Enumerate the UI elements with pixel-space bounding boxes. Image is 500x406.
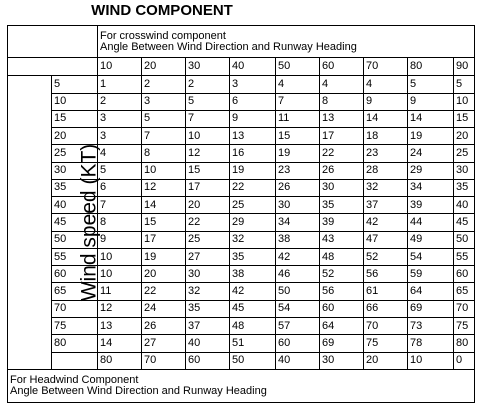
component-value-cell: 25 xyxy=(186,231,230,248)
component-value-cell: 15 xyxy=(454,110,475,127)
component-value-cell: 19 xyxy=(276,145,320,162)
bottom-angle-corner xyxy=(52,352,98,370)
component-value-cell: 7 xyxy=(186,110,230,127)
component-value-cell: 30 xyxy=(276,197,320,214)
component-value-cell: 4 xyxy=(98,145,142,162)
component-value-cell: 5 xyxy=(142,110,186,127)
component-value-cell: 69 xyxy=(408,300,454,317)
component-value-cell: 54 xyxy=(276,300,320,317)
top-angle-cell: 40 xyxy=(230,58,276,76)
component-value-cell: 51 xyxy=(230,335,276,352)
wind-speed-cell: 70 xyxy=(52,300,98,317)
component-value-cell: 13 xyxy=(320,110,364,127)
component-value-cell: 17 xyxy=(186,179,230,196)
table-row xyxy=(8,128,475,145)
component-value-cell: 23 xyxy=(276,162,320,179)
wind-speed-cell: 15 xyxy=(52,110,98,127)
component-value-cell: 70 xyxy=(364,317,408,334)
component-value-cell: 23 xyxy=(364,145,408,162)
component-value-cell: 2 xyxy=(98,93,142,110)
component-value-cell: 6 xyxy=(98,179,142,196)
bottom-angle-cell: 60 xyxy=(186,352,230,370)
headwind-footer xyxy=(8,370,475,403)
component-value-cell: 26 xyxy=(276,179,320,196)
component-value-cell: 35 xyxy=(454,179,475,196)
wind-speed-cell: 55 xyxy=(52,248,98,265)
bottom-angle-cell: 40 xyxy=(276,352,320,370)
component-value-cell: 50 xyxy=(454,231,475,248)
component-value-cell: 4 xyxy=(320,76,364,93)
component-value-cell: 8 xyxy=(320,93,364,110)
wind-speed-cell: 40 xyxy=(52,197,98,214)
component-value-cell: 75 xyxy=(454,317,475,334)
wind-component-table xyxy=(7,25,475,403)
component-value-cell: 64 xyxy=(408,283,454,300)
component-value-cell: 4 xyxy=(276,76,320,93)
crosswind-header-row xyxy=(8,26,475,58)
component-value-cell: 80 xyxy=(454,335,475,352)
component-value-cell: 16 xyxy=(230,145,276,162)
component-value-cell: 3 xyxy=(98,110,142,127)
component-value-cell: 65 xyxy=(454,283,475,300)
component-value-cell: 30 xyxy=(454,162,475,179)
component-value-cell: 60 xyxy=(320,300,364,317)
component-value-cell: 12 xyxy=(186,145,230,162)
component-value-cell: 13 xyxy=(230,128,276,145)
component-value-cell: 20 xyxy=(142,266,186,283)
table-row xyxy=(8,76,475,93)
component-value-cell: 3 xyxy=(230,76,276,93)
top-angle-cell: 60 xyxy=(320,58,364,76)
component-value-cell: 19 xyxy=(230,162,276,179)
component-value-cell: 32 xyxy=(230,231,276,248)
component-value-cell: 42 xyxy=(364,214,408,231)
component-value-cell: 35 xyxy=(186,300,230,317)
top-angle-cell: 80 xyxy=(408,58,454,76)
component-value-cell: 17 xyxy=(142,231,186,248)
wind-speed-cell: 5 xyxy=(52,76,98,93)
wind-speed-cell: 45 xyxy=(52,214,98,231)
component-value-cell: 34 xyxy=(276,214,320,231)
component-value-cell: 35 xyxy=(320,197,364,214)
component-value-cell: 9 xyxy=(98,231,142,248)
headwind-footer-line1: For Headwind Component xyxy=(10,374,139,387)
component-value-cell: 14 xyxy=(408,110,454,127)
component-value-cell: 60 xyxy=(454,266,475,283)
component-value-cell: 45 xyxy=(230,300,276,317)
component-value-cell: 43 xyxy=(320,231,364,248)
component-value-cell: 15 xyxy=(186,162,230,179)
table-row xyxy=(8,335,475,352)
component-value-cell: 22 xyxy=(320,145,364,162)
component-value-cell: 25 xyxy=(230,197,276,214)
component-value-cell: 27 xyxy=(142,335,186,352)
component-value-cell: 6 xyxy=(230,93,276,110)
component-value-cell: 26 xyxy=(142,317,186,334)
component-value-cell: 35 xyxy=(230,248,276,265)
component-value-cell: 26 xyxy=(320,162,364,179)
component-value-cell: 22 xyxy=(230,179,276,196)
bottom-angle-cell: 20 xyxy=(364,352,408,370)
wind-speed-cell: 25 xyxy=(52,145,98,162)
component-value-cell: 54 xyxy=(408,248,454,265)
component-value-cell: 64 xyxy=(320,317,364,334)
bottom-angle-cell: 50 xyxy=(230,352,276,370)
top-angle-cell: 20 xyxy=(142,58,186,76)
component-value-cell: 10 xyxy=(186,128,230,145)
component-value-cell: 29 xyxy=(408,162,454,179)
component-value-cell: 55 xyxy=(454,248,475,265)
component-value-cell: 3 xyxy=(98,128,142,145)
crosswind-header-line2: Angle Between Wind Direction and Runway Heading xyxy=(100,40,357,53)
component-value-cell: 32 xyxy=(186,283,230,300)
component-value-cell: 59 xyxy=(408,266,454,283)
component-value-cell: 45 xyxy=(454,214,475,231)
component-value-cell: 73 xyxy=(408,317,454,334)
component-value-cell: 34 xyxy=(408,179,454,196)
component-value-cell: 22 xyxy=(142,283,186,300)
component-value-cell: 7 xyxy=(142,128,186,145)
wind-speed-cell: 10 xyxy=(52,93,98,110)
component-value-cell: 7 xyxy=(98,197,142,214)
component-value-cell: 27 xyxy=(186,248,230,265)
component-value-cell: 9 xyxy=(230,110,276,127)
table-row xyxy=(8,110,475,127)
component-value-cell: 10 xyxy=(454,93,475,110)
component-value-cell: 69 xyxy=(320,335,364,352)
table-row xyxy=(8,93,475,110)
bottom-angle-row xyxy=(8,352,475,370)
component-value-cell: 20 xyxy=(186,197,230,214)
top-angle-row xyxy=(8,58,475,76)
bottom-angle-cell: 30 xyxy=(320,352,364,370)
top-angle-cell: 30 xyxy=(186,58,230,76)
component-value-cell: 8 xyxy=(98,214,142,231)
bottom-angle-cell: 70 xyxy=(142,352,186,370)
component-value-cell: 2 xyxy=(186,76,230,93)
component-value-cell: 24 xyxy=(142,300,186,317)
component-value-cell: 61 xyxy=(364,283,408,300)
corner-cell xyxy=(8,26,98,58)
component-value-cell: 46 xyxy=(276,266,320,283)
wind-speed-cell: 60 xyxy=(52,266,98,283)
component-value-cell: 37 xyxy=(364,197,408,214)
component-value-cell: 56 xyxy=(320,283,364,300)
component-value-cell: 17 xyxy=(320,128,364,145)
component-value-cell: 19 xyxy=(408,128,454,145)
component-value-cell: 15 xyxy=(142,214,186,231)
component-value-cell: 14 xyxy=(98,335,142,352)
crosswind-header xyxy=(98,26,475,58)
component-value-cell: 11 xyxy=(98,283,142,300)
crosswind-header-line1: For crosswind component xyxy=(100,29,226,42)
component-value-cell: 5 xyxy=(186,93,230,110)
component-value-cell: 37 xyxy=(186,317,230,334)
component-value-cell: 5 xyxy=(408,76,454,93)
top-angle-cell: 10 xyxy=(98,58,142,76)
component-value-cell: 14 xyxy=(364,110,408,127)
bottom-angle-cell: 80 xyxy=(98,352,142,370)
component-value-cell: 60 xyxy=(276,335,320,352)
component-value-cell: 9 xyxy=(408,93,454,110)
wind-speed-cell: 80 xyxy=(52,335,98,352)
component-value-cell: 5 xyxy=(454,76,475,93)
component-value-cell: 10 xyxy=(98,248,142,265)
table-row xyxy=(8,317,475,334)
component-value-cell: 2 xyxy=(142,76,186,93)
component-value-cell: 10 xyxy=(98,266,142,283)
wind-speed-cell: 30 xyxy=(52,162,98,179)
component-value-cell: 44 xyxy=(408,214,454,231)
component-value-cell: 22 xyxy=(186,214,230,231)
table-row xyxy=(8,300,475,317)
top-angle-cell: 90 xyxy=(454,58,475,76)
y-axis-label: Wind speed (KT) xyxy=(77,143,101,302)
top-angle-cell: 50 xyxy=(276,58,320,76)
component-value-cell: 14 xyxy=(142,197,186,214)
component-value-cell: 38 xyxy=(276,231,320,248)
component-value-cell: 48 xyxy=(230,317,276,334)
component-value-cell: 56 xyxy=(364,266,408,283)
component-value-cell: 10 xyxy=(142,162,186,179)
wind-speed-cell: 20 xyxy=(52,128,98,145)
bottom-angle-cell: 10 xyxy=(408,352,454,370)
component-value-cell: 8 xyxy=(142,145,186,162)
component-value-cell: 12 xyxy=(98,300,142,317)
component-value-cell: 78 xyxy=(408,335,454,352)
component-value-cell: 28 xyxy=(364,162,408,179)
component-value-cell: 4 xyxy=(364,76,408,93)
wind-speed-cell: 65 xyxy=(52,283,98,300)
component-value-cell: 1 xyxy=(98,76,142,93)
component-value-cell: 39 xyxy=(408,197,454,214)
component-value-cell: 11 xyxy=(276,110,320,127)
headwind-footer-line2: Angle Between Wind Direction and Runway Heading xyxy=(10,385,267,398)
component-value-cell: 38 xyxy=(230,266,276,283)
component-value-cell: 42 xyxy=(230,283,276,300)
wind-speed-cell: 35 xyxy=(52,179,98,196)
component-value-cell: 49 xyxy=(408,231,454,248)
component-value-cell: 39 xyxy=(320,214,364,231)
component-value-cell: 30 xyxy=(320,179,364,196)
component-value-cell: 70 xyxy=(454,300,475,317)
component-value-cell: 42 xyxy=(276,248,320,265)
component-value-cell: 25 xyxy=(454,145,475,162)
page-title: WIND COMPONENT xyxy=(91,2,233,19)
component-value-cell: 20 xyxy=(454,128,475,145)
component-value-cell: 19 xyxy=(142,248,186,265)
component-value-cell: 7 xyxy=(276,93,320,110)
headwind-footer-row xyxy=(8,370,475,403)
component-value-cell: 15 xyxy=(276,128,320,145)
component-value-cell: 66 xyxy=(364,300,408,317)
component-value-cell: 18 xyxy=(364,128,408,145)
component-value-cell: 40 xyxy=(186,335,230,352)
component-value-cell: 5 xyxy=(98,162,142,179)
component-value-cell: 29 xyxy=(230,214,276,231)
component-value-cell: 48 xyxy=(320,248,364,265)
component-value-cell: 50 xyxy=(276,283,320,300)
wind-speed-cell: 75 xyxy=(52,317,98,334)
component-value-cell: 12 xyxy=(142,179,186,196)
component-value-cell: 52 xyxy=(320,266,364,283)
bottom-angle-cell: 0 xyxy=(454,352,475,370)
top-angle-corner xyxy=(8,58,98,76)
component-value-cell: 30 xyxy=(186,266,230,283)
component-value-cell: 40 xyxy=(454,197,475,214)
component-value-cell: 57 xyxy=(276,317,320,334)
component-value-cell: 52 xyxy=(364,248,408,265)
component-value-cell: 3 xyxy=(142,93,186,110)
component-value-cell: 13 xyxy=(98,317,142,334)
wind-speed-cell: 50 xyxy=(52,231,98,248)
component-value-cell: 9 xyxy=(364,93,408,110)
component-value-cell: 75 xyxy=(364,335,408,352)
component-value-cell: 47 xyxy=(364,231,408,248)
component-value-cell: 32 xyxy=(364,179,408,196)
component-value-cell: 24 xyxy=(408,145,454,162)
top-angle-cell: 70 xyxy=(364,58,408,76)
